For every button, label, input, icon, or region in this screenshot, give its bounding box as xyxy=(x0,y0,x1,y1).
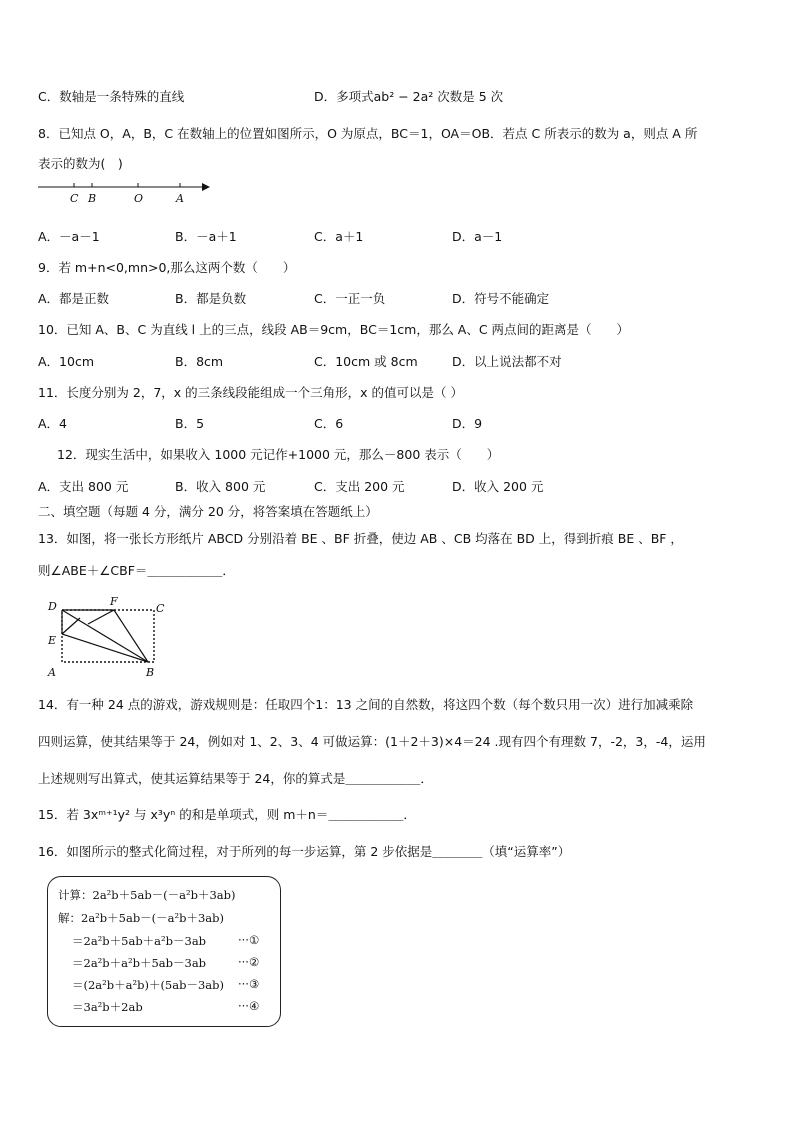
q11-option-c: C．6 xyxy=(314,416,344,431)
label-d: D xyxy=(48,600,57,613)
q9-stem: 9．若 m+n<0,mn>0,那么这两个数（ ） xyxy=(38,260,296,275)
q8-stem-line2: 表示的数为( ) xyxy=(38,156,123,171)
q11-stem: 11．长度分别为 2，7，x 的三条线段能组成一个三角形，x 的值可以是（ ） xyxy=(38,385,464,400)
q10-option-d: D．以上说法都不对 xyxy=(452,354,562,369)
q11-option-d: D．9 xyxy=(452,416,483,431)
label-b: B xyxy=(88,192,97,205)
q13-stem-line1: 13．如图，将一张长方形纸片 ABCD 分别沿着 BE 、BF 折叠，使边 AB 、CB 均落在 BD 上，得到折痕 BE 、BF ， xyxy=(38,531,683,546)
q14-stem-line3: 上述规则写出算式，使其运算结果等于 24，你的算式是＿＿＿＿＿＿． xyxy=(38,771,433,786)
q12-option-d: D．收入 200 元 xyxy=(452,479,544,494)
folded-edge-f xyxy=(88,610,114,624)
diagonal-bd xyxy=(62,610,148,662)
label-a: A xyxy=(176,192,184,205)
box-step-3: ＝(2a²b＋a²b)＋(5ab－3ab) xyxy=(72,978,224,992)
q10-option-a: A．10cm xyxy=(38,354,95,369)
crease-be xyxy=(62,634,148,662)
q7-option-c: C．数轴是一条特殊的直线 xyxy=(38,89,185,104)
label-c: C xyxy=(70,192,79,205)
box-step-2-mark: ···② xyxy=(238,955,260,969)
q15-stem: 15．若 3xᵐ⁺¹y² 与 x³yⁿ 的和是单项式，则 m＋n＝＿＿＿＿＿＿． xyxy=(38,807,416,822)
q11-option-b: B．5 xyxy=(175,416,205,431)
box-step-3-mark: ···③ xyxy=(238,977,260,991)
q10-stem: 10．已知 A、B、C 为直线 l 上的三点，线段 AB＝9cm，BC＝1cm，那么 A、C 两点间的距离是（ ） xyxy=(38,322,630,337)
label-o: O xyxy=(134,192,144,205)
q12-option-a: A．支出 800 元 xyxy=(38,479,129,494)
q8-option-b: B．－a＋1 xyxy=(175,229,237,244)
q12-option-b: B．收入 800 元 xyxy=(175,479,266,494)
q12-option-c: C．支出 200 元 xyxy=(314,479,405,494)
q8-option-a: A．－a－1 xyxy=(38,229,100,244)
q9-option-b: B．都是负数 xyxy=(175,291,247,306)
section-heading: 二、填空题（每题 4 分，满分 20 分，将答案填在答题纸上） xyxy=(38,504,378,519)
label-f: F xyxy=(110,595,118,608)
crease-bf xyxy=(114,610,148,662)
box-step-1-mark: ···① xyxy=(238,933,260,947)
q10-option-c: C．10cm 或 8cm xyxy=(314,354,418,369)
box-step-4-mark: ···④ xyxy=(238,999,260,1013)
q11-option-a: A．4 xyxy=(38,416,68,431)
label-c: C xyxy=(156,602,165,615)
q9-option-d: D．符号不能确定 xyxy=(452,291,550,306)
box-calc-line: 计算：2a²b＋5ab－(－a²b＋3ab) xyxy=(58,888,236,902)
simplification-box xyxy=(47,876,281,1027)
q10-option-b: B．8cm xyxy=(175,354,224,369)
box-step-4: ＝3a²b＋2ab xyxy=(72,1000,143,1014)
q14-stem-line2: 四则运算，使其结果等于 24，例如对 1、2、3、4 可做运算：(1＋2＋3)×4＝24 .现有四个有理数 7，-2，3，-4，运用 xyxy=(38,734,706,749)
q7-option-d: D．多项式ab² − 2a² 次数是 5 次 xyxy=(314,89,504,104)
label-b: B xyxy=(146,666,155,679)
label-a: A xyxy=(48,666,56,679)
q12-stem: 12．现实生活中，如果收入 1000 元记作+1000 元，那么－800 表示（ ） xyxy=(57,447,500,462)
q8-number-line-figure xyxy=(36,178,216,208)
q9-option-a: A．都是正数 xyxy=(38,291,110,306)
q8-option-d: D．a－1 xyxy=(452,229,503,244)
box-solution-line: 解：2a²b＋5ab－(－a²b＋3ab) xyxy=(58,911,225,925)
box-step-2: ＝2a²b＋a²b＋5ab－3ab xyxy=(72,956,207,970)
q13-rectangle-figure xyxy=(42,594,172,680)
q14-stem-line1: 14．有一种 24 点的游戏，游戏规则是：任取四个1：13 之间的自然数，将这四个数（每个数只用一次）进行加减乘除 xyxy=(38,697,694,712)
q13-stem-line2: 则∠ABE＋∠CBF＝＿＿＿＿＿＿． xyxy=(38,563,235,578)
box-step-1: ＝2a²b＋5ab＋a²b－3ab xyxy=(72,934,207,948)
q8-stem-line1: 8．已知点 O，A，B，C 在数轴上的位置如图所示，O 为原点，BC＝1，OA＝OB．若点 C 所表示的数为 a，则点 A 所 xyxy=(38,126,698,141)
label-e: E xyxy=(48,634,57,647)
q9-option-c: C．一正一负 xyxy=(314,291,386,306)
q8-option-c: C．a＋1 xyxy=(314,229,364,244)
number-line-arrow xyxy=(202,183,210,191)
q16-stem: 16．如图所示的整式化简过程，对于所列的每一步运算，第 2 步依据是＿＿＿＿（填“运算率”） xyxy=(38,844,571,859)
folded-edge-e xyxy=(62,618,80,634)
